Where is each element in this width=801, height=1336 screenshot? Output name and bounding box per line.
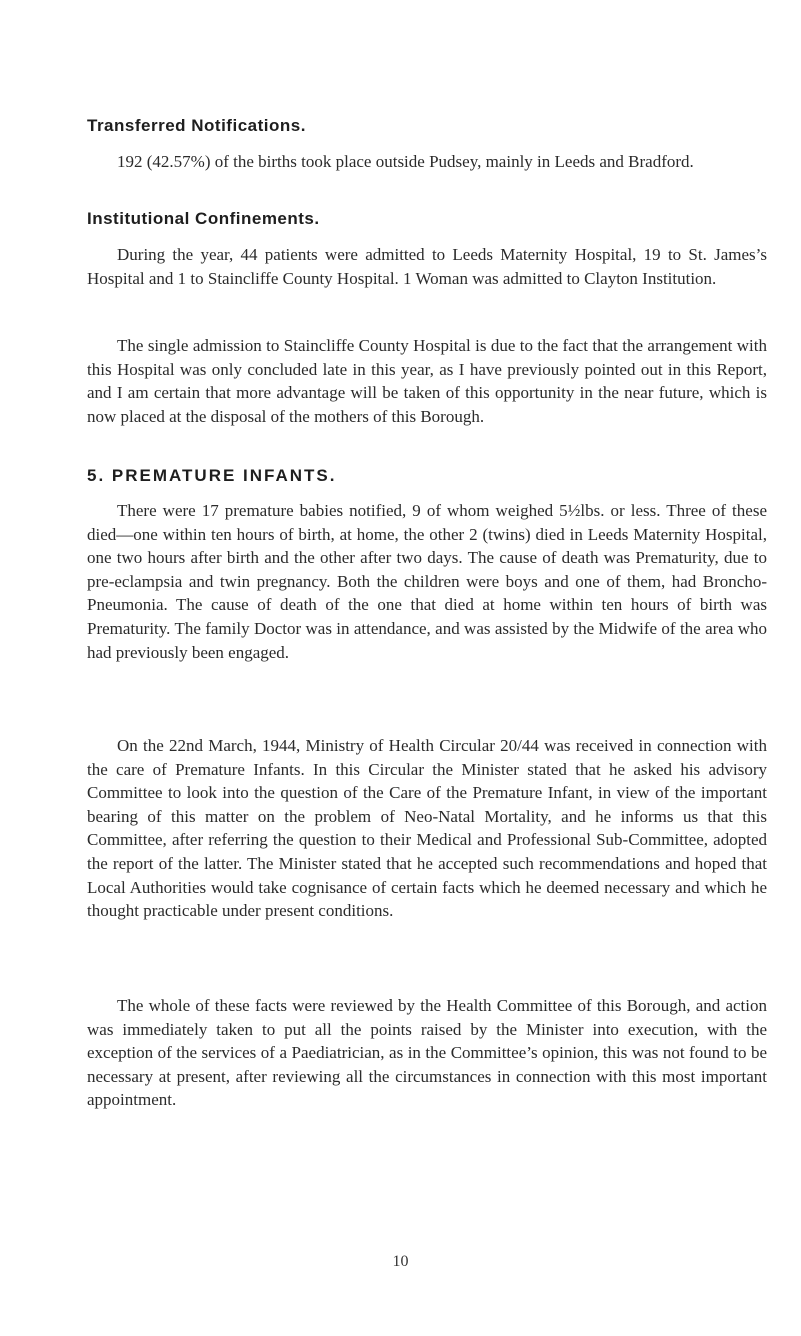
paragraph-health-committee-review: The whole of these facts were reviewed by the Health Committee of this Borough, and action was immediately taken to put all the points raised by the Minister into execution, with the exception of the services of a Paediatrician, as in the Committee’s opinion, this was not found to be necessary at present, after reviewing all the circumstances in connection with this most important appointment. xyxy=(87,996,767,1110)
heading-institutional-confinements: Institutional Confinements. xyxy=(87,209,320,228)
heading-transferred-notifications: Transferred Notifications. xyxy=(87,116,306,135)
page-number: 10 xyxy=(392,1253,409,1270)
heading-premature-infants: 5. PREMATURE INFANTS. xyxy=(87,466,337,485)
paragraph-premature-babies-notified: There were 17 premature babies notified, 9 of whom weighed 5½lbs. or less. Three of these died—one within ten hours of birth, at home, the other 2 (twins) died in Leeds Maternity Hospital, one two hours after birth and the other after two days. The cause of death was Prematurity, due to pre-eclampsia and twin pregnancy. Both the children were boys and one of them, had Broncho-Pneumonia. The cause of death of the one that died at home within ten hours of birth was Prematurity. The family Doctor was in attendance, and was assisted by the Midwife of the area who had previously been engaged. xyxy=(87,501,767,662)
paragraph-transferred-births: 192 (42.57%) of the births took place outside Pudsey, mainly in Leeds and Bradford. xyxy=(117,152,694,171)
paragraph-institutional-admissions: During the year, 44 patients were admitted to Leeds Maternity Hospital, 19 to St. James’s Hospital and 1 to Staincliffe County Hospital. 1 Woman was admitted to Clayton Institution. xyxy=(87,245,767,288)
paragraph-staincliffe-arrangement: The single admission to Staincliffe County Hospital is due to the fact that the arrangement with this Hospital was only concluded late in this year, as I have previously pointed out in this Report, and I am certain that more advantage will be taken of this opportunity in the near future, which is now placed at the disposal of the mothers of this Borough. xyxy=(87,336,767,426)
paragraph-ministry-circular: On the 22nd March, 1944, Ministry of Health Circular 20/44 was received in connection with the care of Premature Infants. In this Circular the Minister stated that he asked his advisory Committee to look into the question of the Care of the Premature Infant, in view of the important bearing of this matter on the problem of Neo-Natal Mortality, and he informs us that this Committee, after referring the question to their Medical and Professional Sub-Committee, adopted the report of the latter. The Minister stated that he accepted such recommendations and hoped that Local Authorities would take cognisance of certain facts which he deemed necessary and which he thought practicable under present conditions. xyxy=(87,736,767,921)
